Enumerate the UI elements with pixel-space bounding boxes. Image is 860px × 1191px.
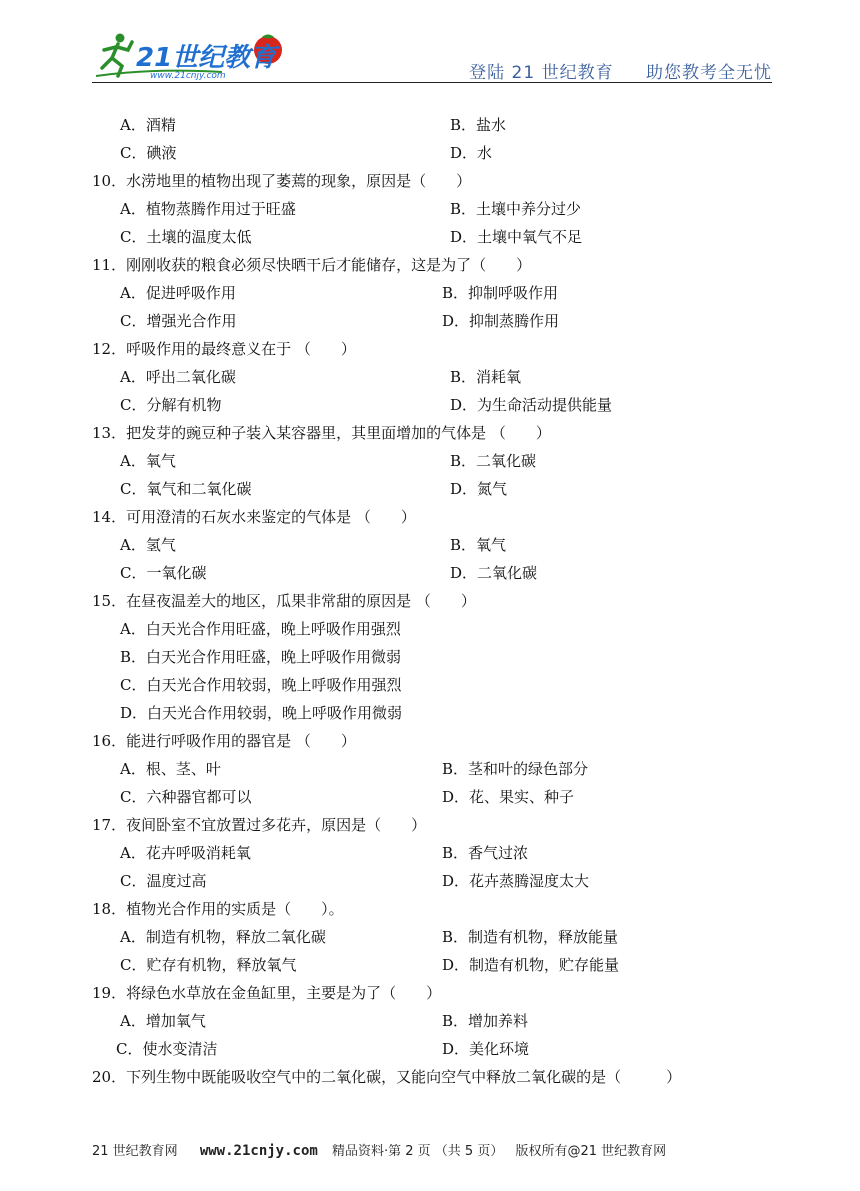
svg-text:21世纪教育: 21世纪教育 xyxy=(136,43,277,73)
option-right: B．消耗氧 xyxy=(450,368,522,386)
question-stem xyxy=(92,251,772,279)
option-row xyxy=(92,195,772,223)
option-left: A．氧气 xyxy=(120,452,176,470)
option-left: A．氢气 xyxy=(120,536,176,554)
option-row xyxy=(92,531,772,559)
slogan-left: 登陆 21 世纪教育 xyxy=(469,63,614,83)
option-row xyxy=(92,671,772,699)
option-row xyxy=(92,307,772,335)
option-row xyxy=(92,615,772,643)
option-left: C．增强光合作用 xyxy=(120,312,237,330)
option-row xyxy=(92,755,772,783)
option-left: C．氧气和二氧化碳 xyxy=(120,480,252,498)
option-row xyxy=(92,1035,772,1063)
question-text: 15．在昼夜温差大的地区，瓜果非常甜的原因是 （ ） xyxy=(92,592,476,610)
option-right: D．土壤中氧气不足 xyxy=(450,228,583,246)
header-slogan xyxy=(469,58,772,83)
option-row xyxy=(92,1007,772,1035)
slogan-right: 助您教考全无忧 xyxy=(646,63,772,83)
option-right: B．茎和叶的绿色部分 xyxy=(442,760,589,778)
question-stem xyxy=(92,503,772,531)
question-stem xyxy=(92,979,772,1007)
option-left: C．分解有机物 xyxy=(120,396,222,414)
question-stem xyxy=(92,811,772,839)
option-right: B．二氧化碳 xyxy=(450,452,537,470)
option-row xyxy=(92,923,772,951)
option-row xyxy=(92,699,772,727)
option-row xyxy=(92,559,772,587)
option-left: C．贮存有机物，释放氧气 xyxy=(120,956,297,974)
option-row xyxy=(92,643,772,671)
option-text: C．白天光合作用较弱，晚上呼吸作用强烈 xyxy=(120,676,402,694)
option-row xyxy=(92,447,772,475)
logo xyxy=(92,28,292,80)
option-row xyxy=(92,111,772,139)
option-left: C．一氧化碳 xyxy=(120,564,207,582)
svg-text:www.21cnjy.com: www.21cnjy.com xyxy=(150,71,226,80)
option-row xyxy=(92,363,772,391)
question-list xyxy=(92,111,772,1091)
question-stem xyxy=(92,587,772,615)
question-stem xyxy=(92,1063,772,1091)
question-text: 10．水涝地里的植物出现了萎蔫的现象，原因是（ ） xyxy=(92,172,472,190)
option-right: D．抑制蒸腾作用 xyxy=(442,312,560,330)
option-row xyxy=(92,475,772,503)
option-row xyxy=(92,839,772,867)
option-right: D．氮气 xyxy=(450,480,508,498)
question-text: 14．可用澄清的石灰水来鉴定的气体是 （ ） xyxy=(92,508,416,526)
option-row xyxy=(92,223,772,251)
option-right: B．制造有机物，释放能量 xyxy=(442,928,619,946)
option-right: B．氧气 xyxy=(450,536,507,554)
option-row xyxy=(92,279,772,307)
question-stem xyxy=(92,167,772,195)
option-row xyxy=(92,867,772,895)
option-text: B．白天光合作用旺盛，晚上呼吸作用微弱 xyxy=(120,648,402,666)
option-left: A．增加氧气 xyxy=(120,1012,206,1030)
page-footer xyxy=(92,1140,666,1159)
question-text: 12．呼吸作用的最终意义在于 （ ） xyxy=(92,340,356,358)
option-right: D．制造有机物，贮存能量 xyxy=(442,956,620,974)
option-right: D．花卉蒸腾湿度太大 xyxy=(442,872,590,890)
option-right: D．美化环境 xyxy=(442,1040,530,1058)
option-left: C．六种器官都可以 xyxy=(120,788,252,806)
question-text: 18．植物光合作用的实质是（ ）。 xyxy=(92,900,344,918)
option-right: D．花、果实、种子 xyxy=(442,788,575,806)
option-right: D．水 xyxy=(450,144,493,162)
question-stem xyxy=(92,727,772,755)
option-text: D．白天光合作用较弱，晚上呼吸作用微弱 xyxy=(120,704,403,722)
option-right: B．抑制呼吸作用 xyxy=(442,284,559,302)
question-stem xyxy=(92,895,772,923)
page-header xyxy=(92,28,772,84)
question-text: 17．夜间卧室不宜放置过多花卉，原因是（ ） xyxy=(92,816,427,834)
option-left: A．呼出二氧化碳 xyxy=(120,368,236,386)
option-left: A．酒精 xyxy=(120,116,176,134)
option-text: A．白天光合作用旺盛，晚上呼吸作用强烈 xyxy=(120,620,401,638)
question-stem xyxy=(92,419,772,447)
option-row xyxy=(92,391,772,419)
option-right: B．盐水 xyxy=(450,116,507,134)
question-text: 13．把发芽的豌豆种子装入某容器里，其里面增加的气体是 （ ） xyxy=(92,424,551,442)
option-left: C．碘液 xyxy=(120,144,177,162)
footer-page-info: 精品资料·第 2 页 （共 5 页） xyxy=(331,1144,504,1159)
option-left: A．根、茎、叶 xyxy=(120,760,221,778)
question-text: 11．刚刚收获的粮食必须尽快晒干后才能储存，这是为了（ ） xyxy=(92,256,532,274)
option-right: B．增加养料 xyxy=(442,1012,529,1030)
option-left: A．植物蒸腾作用过于旺盛 xyxy=(120,200,296,218)
option-left: A．促进呼吸作用 xyxy=(120,284,236,302)
option-left: A．制造有机物，释放二氧化碳 xyxy=(120,928,326,946)
question-text: 20．下列生物中既能吸收空气中的二氧化碳，又能向空气中释放二氧化碳的是（ ） xyxy=(92,1068,682,1086)
footer-site: www.21cnjy.com xyxy=(199,1143,318,1159)
header-rule xyxy=(92,82,772,83)
option-left: A．花卉呼吸消耗氧 xyxy=(120,844,251,862)
question-stem xyxy=(92,335,772,363)
footer-left: 21 世纪教育网 xyxy=(92,1144,178,1159)
runner-icon xyxy=(102,34,132,77)
question-text: 16．能进行呼吸作用的器官是 （ ） xyxy=(92,732,356,750)
option-row xyxy=(92,783,772,811)
option-right: D．为生命活动提供能量 xyxy=(450,396,613,414)
option-right: B．土壤中养分过少 xyxy=(450,200,582,218)
option-right: B．香气过浓 xyxy=(442,844,529,862)
option-left: C．温度过高 xyxy=(120,872,207,890)
question-text: 19．将绿色水草放在金鱼缸里，主要是为了（ ） xyxy=(92,984,442,1002)
option-row xyxy=(92,951,772,979)
option-row xyxy=(92,139,772,167)
option-left: C．使水变清洁 xyxy=(116,1040,218,1058)
option-right: D．二氧化碳 xyxy=(450,564,538,582)
option-left: C．土壤的温度太低 xyxy=(120,228,252,246)
footer-copyright: 版权所有@21 世纪教育网 xyxy=(515,1144,667,1159)
